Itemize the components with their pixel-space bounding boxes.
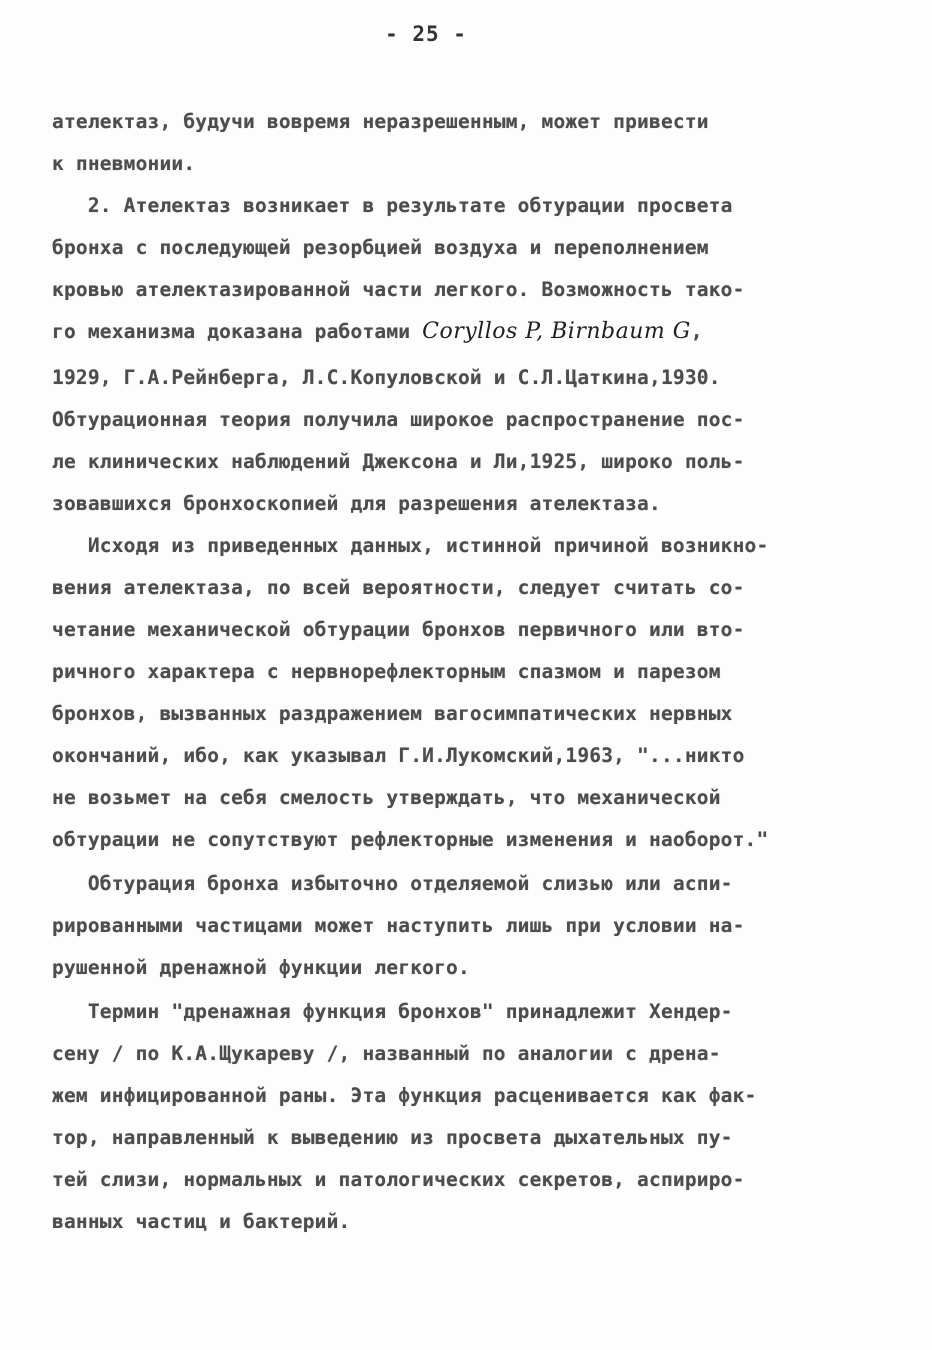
text-line: сену / по К.А.Щукареву /, названный по аналогии с дрена- (52, 1042, 721, 1065)
text-line: кровью ателектазированной части легкого. Возможность тако- (52, 278, 745, 301)
text-segment: , (690, 320, 703, 343)
text-line: рированными частицами может наступить лишь при условии на- (52, 914, 745, 937)
text-line: Обтурационная теория получила широкое распространение пос- (52, 408, 745, 431)
text-line: тор, направленный к выведению из просвета дыхательных пу- (52, 1126, 733, 1149)
text-line: ателектаз, будучи вовремя неразрешенным, может привести (52, 110, 709, 133)
text-line: зовавшихся бронхоскопией для разрешения ателектаза. (52, 492, 661, 515)
text-line: не возьмет на себя смелость утверждать, что механической (52, 786, 721, 809)
text-line: ле клинических наблюдений Джексона и Ли,1925, широко поль- (52, 450, 745, 473)
text-line: к пневмонии. (52, 152, 196, 175)
text-line: Обтурация бронха избыточно отделяемой слизью или аспи- (52, 872, 733, 895)
text-line: бронхов, вызванных раздражением вагосимпатических нервных (52, 702, 733, 725)
text-line: окончаний, ибо, как указывал Г.И.Лукомский,1963, "...никто (52, 744, 745, 767)
text-line: Исходя из приведенных данных, истинной причиной возникно- (52, 534, 769, 557)
text-line: рушенной дренажной функции легкого. (52, 956, 470, 979)
text-line: ванных частиц и бактерий. (52, 1210, 351, 1233)
text-line: ричного характера с нервнорефлекторным спазмом и парезом (52, 660, 721, 683)
text-line: тей слизи, нормальных и патологических секретов, аспириро- (52, 1168, 745, 1191)
page-number: - 25 - (385, 22, 467, 46)
text-line: четание механической обтурации бронхов первичного или вто- (52, 618, 745, 641)
text-line: бронха с последующей резорбцией воздуха и переполнением (52, 236, 709, 259)
handwritten-insert: Coryllos P, Birnbaum G (422, 319, 691, 344)
text-line: жем инфицированной раны. Эта функция расценивается как фак- (52, 1084, 757, 1107)
text-line: 2. Ателектаз возникает в результате обтурации просвета (52, 194, 733, 217)
text-segment: го механизма доказана работами (52, 320, 411, 343)
text-line: вения ателектаза, по всей вероятности, следует считать со- (52, 576, 745, 599)
text-line: Термин "дренажная функция бронхов" принадлежит Хендер- (52, 1000, 733, 1023)
text-line: обтурации не сопутствуют рефлекторные изменения и наоборот." (52, 828, 769, 851)
text-line-with-handwriting (52, 318, 703, 346)
text-line: 1929, Г.А.Рейнберга, Л.С.Копуловской и С.Л.Цаткина,1930. (52, 366, 721, 389)
